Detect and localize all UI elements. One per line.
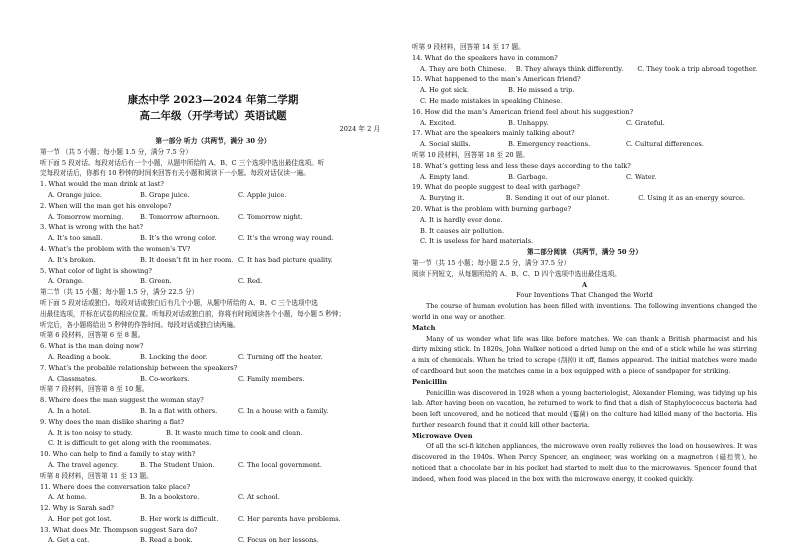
option-b: B. Her work is difficult. [140,514,219,523]
options-row [40,352,386,363]
sec2-instruction-line: 听下面 5 段对话或独白。每段对话或独白后有几个小题，从题中所给的 A、B、C 三个选项中选 [40,298,318,307]
question-stem: 11. Where does the conversation take place? [40,482,191,491]
question-stem: 3. What is wrong with the hat? [40,223,144,232]
option-b: B. Locking the door. [140,352,208,361]
paragraph-microwave: Of all the sci-fi kitchen appliances, the microwave oven really relieves the load on housewives. It was discovered in the 1940s. When Percy Spencer, an engineer, was working on a magnetron (磁控管), he noticed that a chocolate bar in his pocket had started to melt due to the microwaves. Spencer found that indeed, when food was placed in the box with the microwave energy, it cooked quickly. [412,442,757,483]
material-note: 听第 10 段材料，回答第 18 至 20 题。 [412,150,529,159]
option-c: C. Water. [626,172,657,181]
option-a: A. Burying it. [420,194,465,203]
option-c: C. It is useless for hard materials. [420,237,534,246]
options-row [412,139,757,150]
subheading-match: Match [412,323,436,332]
question-stem: 1. What would the man drink at last? [40,180,164,189]
sec1-heading: 第一节 （共 5 小题；每小题 1.5 分，满分 7.5 分） [40,147,192,156]
option-c: C. Cultural differences. [626,140,704,149]
question-stem: 5. What color of light is showing? [40,266,152,275]
subheading-penicillin: Penicillin [412,377,448,386]
option-a: A. It is hardly ever done. [420,215,503,224]
option-a: A. Her pet got lost. [48,514,112,523]
passage-label: A [581,280,588,289]
part1-heading: 第一部分 听力（共两节，满分 30 分） [155,137,271,145]
options-row [40,276,386,287]
option-b: B. They always think differently. [515,64,624,73]
question-stem: 6. What is the man doing now? [40,342,144,351]
options-row [40,514,386,525]
question-stem: 18. What’s getting less and less these days according to the talk? [412,161,631,170]
option-a: A. They are both Chinese. [420,64,507,73]
exam-date: 2024 年 2 月 [339,125,380,133]
passage-title: Four Inventions That Changed the World [516,291,653,300]
sec2-instruction-line: 听完后，各小题将给出 5 秒钟的作答时间。每段对话或独白读两遍。 [40,320,240,329]
options-row [40,460,386,471]
option-c: C. He made mistakes in speaking Chinese. [420,96,563,105]
question-stem: 17. What are the speakers mainly talking about? [412,129,575,138]
question-stem: 19. What do people suggest to deal with garbage? [412,183,580,192]
options-row [412,85,757,96]
question-stem: 7. What’s the probable relationship between the speakers? [40,363,238,372]
question-stem: 20. What is the problem with burning garbage? [412,204,572,213]
subheading-microwave: Microwave Oven [412,431,473,440]
option-a: A. It’s broken. [48,255,96,264]
option-c: C. At school. [238,493,280,502]
question-stem: 4. What’s the problem with the women’s TV? [40,244,191,253]
option-a: A. Social skills. [420,140,471,149]
option-b: B. Garbage. [508,172,548,181]
question-stem: 9. Why does the man dislike sharing a flat? [40,417,185,426]
option-b: B. It waste much time to cook and clean. [166,428,303,437]
option-a: A. Orange juice. [48,190,102,199]
question-stem: 13. What does Mr. Thompson suggest Sara do? [40,525,198,534]
option-a: A. Reading a book. [48,352,111,361]
question-stem: 8. Where does the man suggest the woman stay? [40,396,204,405]
material-note: 听第 8 段材料，回答第 11 至 13 题。 [40,471,153,480]
part2-sec1-heading: 第一节（共 15 小题；每小题 2.5 分，满分 37.5 分） [412,258,571,267]
option-c: C. In a house with a family. [238,406,329,415]
option-a: A. The travel agency. [48,460,119,469]
option-c: C. Family members. [238,374,305,383]
listening-continued [412,42,757,485]
options-row [412,118,757,129]
option-b: B. It’s the wrong color. [140,234,217,243]
question-stem: 14. What do the speakers have in common? [412,53,558,62]
listening-section [40,136,386,546]
option-b: B. It doesn’t fit in her room. [140,255,234,264]
option-c: C. Turning off the heater. [238,352,323,361]
material-note: 听第 7 段材料，回答第 8 至 10 题。 [40,385,149,394]
option-c: C. Red. [238,277,263,286]
options-row [40,374,386,385]
option-c: C. It’s the wrong way round. [238,234,334,243]
part2-instruction: 阅读下列短文，从每题所给的 A、B、C、D 四个选项中选出最佳选项。 [412,269,621,278]
option-a: A. It’s too small. [48,234,103,243]
option-c: C. Apple juice. [238,190,287,199]
option-b: B. Co-workers. [140,374,190,383]
passage-intro: The course of human evolution has been filled with inventions. The following inventions changed the world in one way or another. [412,302,757,321]
option-c: C. It has bad picture quality. [238,255,333,264]
option-c: C. Her parents have problems. [238,514,341,523]
material-note: 听第 6 段材料，回答第 6 至 8 题。 [40,331,145,340]
option-a: A. Classmates. [48,374,98,383]
option-a: A. Tomorrow morning. [48,212,124,221]
sec1-instruction-line: 听下面 5 段对话。每段对话后有一个小题，从题中所给的 A、B、C 三个选项中选出最佳选项。听 [40,158,325,167]
part2-heading: 第二部分阅读 （共两节，满分 50 分） [527,248,642,257]
option-c: C. Using it as an energy source. [638,194,746,203]
option-b: B. Tomorrow afternoon. [140,212,220,221]
option-b: B. It causes air pollution. [420,226,505,235]
options-row [412,193,757,204]
question-stem: 15. What happened to the man’s American friend? [412,75,581,84]
paragraph-penicillin: Penicillin was discovered in 1928 when a young bacteriologist, Alexander Fleming, was tidying up his lab. After having been on vacation, he returned to work to find that a dish of Staphylococcus bacteria had been left uncovered, and he noticed that mould (霉菌) on the culture had killed many of the bacteria. His further research found that it could kill other bacteria. [412,388,757,429]
option-c: C. The local government. [238,460,322,469]
options-row [40,428,386,439]
option-c: C. They took a trip abroad together. [637,64,757,73]
option-b: B. Green. [140,277,172,286]
options-row [40,535,386,546]
sec2-instruction-line: 出最佳选项，并标在试卷的相应位置。听每段对话或独白前，你将有时间阅读各个小题，每小题 5 秒钟； [40,309,346,318]
exam-title-grade: 高二年级（开学考试）英语试题 [139,110,287,122]
option-b: B. Unhappy. [508,118,549,127]
option-b: B. Sending it out of our planet. [505,194,610,203]
option-a: A. It is too noisy to study. [48,428,133,437]
option-a: A. In a hotel. [48,406,91,415]
option-a: A. At home. [48,493,87,502]
options-row [40,406,386,417]
options-row [40,233,386,244]
question-stem: 12. Why is Sarah sad? [40,504,114,513]
option-c: C. Grateful. [626,118,665,127]
option-b: B. In a flat with others. [140,406,218,415]
paragraph-match: Many of us wonder what life was like before matches. We can thank a British pharmacist and his dirty mixing stick. In 1820s, John Walker noticed a dried lump on the end of a stick while he was stirring a mix of chemicals. When he tried to scrape (刮掉) it off, flames appeared. The initial matches were made of cardboard but soon the matches came in a box equipped with a piece of sandpaper for striking. [412,334,757,375]
option-b: B. Read a book. [140,536,193,545]
sec1-instruction-line: 完每段对话后，你都有 10 秒钟的时间来回答有关小题和阅读下一小题。每段对话仅读一遍。 [40,169,310,178]
question-group-1-5 [40,179,386,287]
exam-title-school: 康杰中学 2023—2024 年第二学期 [127,94,299,106]
options-row [40,255,386,266]
question-stem: 10. Who can help to find a family to stay with? [40,450,196,459]
option-c: C. Focus on her lessons. [238,536,319,545]
option-b: B. He missed a trip. [508,86,575,95]
option-b: B. In a bookstore. [140,493,200,502]
option-a: A. Excited. [420,118,457,127]
option-a: A. Get a cat. [48,536,90,545]
question-stem: 2. When will the man get his envelope? [40,201,172,210]
option-b: B. The Student Union. [140,460,215,469]
option-c: C. It is difficult to get along with the roommates. [48,439,212,448]
option-a: A. Orange. [48,277,84,286]
options-row [412,64,757,75]
options-row [40,212,386,223]
sec2-heading: 第二节（共 15 小题；每小题 1.5 分，满分 22.5 分） [40,288,199,297]
options-row [40,190,386,201]
option-a: A. He got sick. [420,86,469,95]
question-stem: 16. How did the man’s American friend feel about his suggestion? [412,107,634,116]
option-b: B. Grape juice. [140,190,190,199]
option-c: C. Tomorrow night. [238,212,303,221]
options-row [412,172,757,183]
material-note: 听第 9 段材料，回答第 14 至 17 题。 [412,43,525,51]
options-row [40,492,386,503]
option-a: A. Empty land. [420,172,470,181]
option-b: B. Emergency reactions. [508,140,591,149]
